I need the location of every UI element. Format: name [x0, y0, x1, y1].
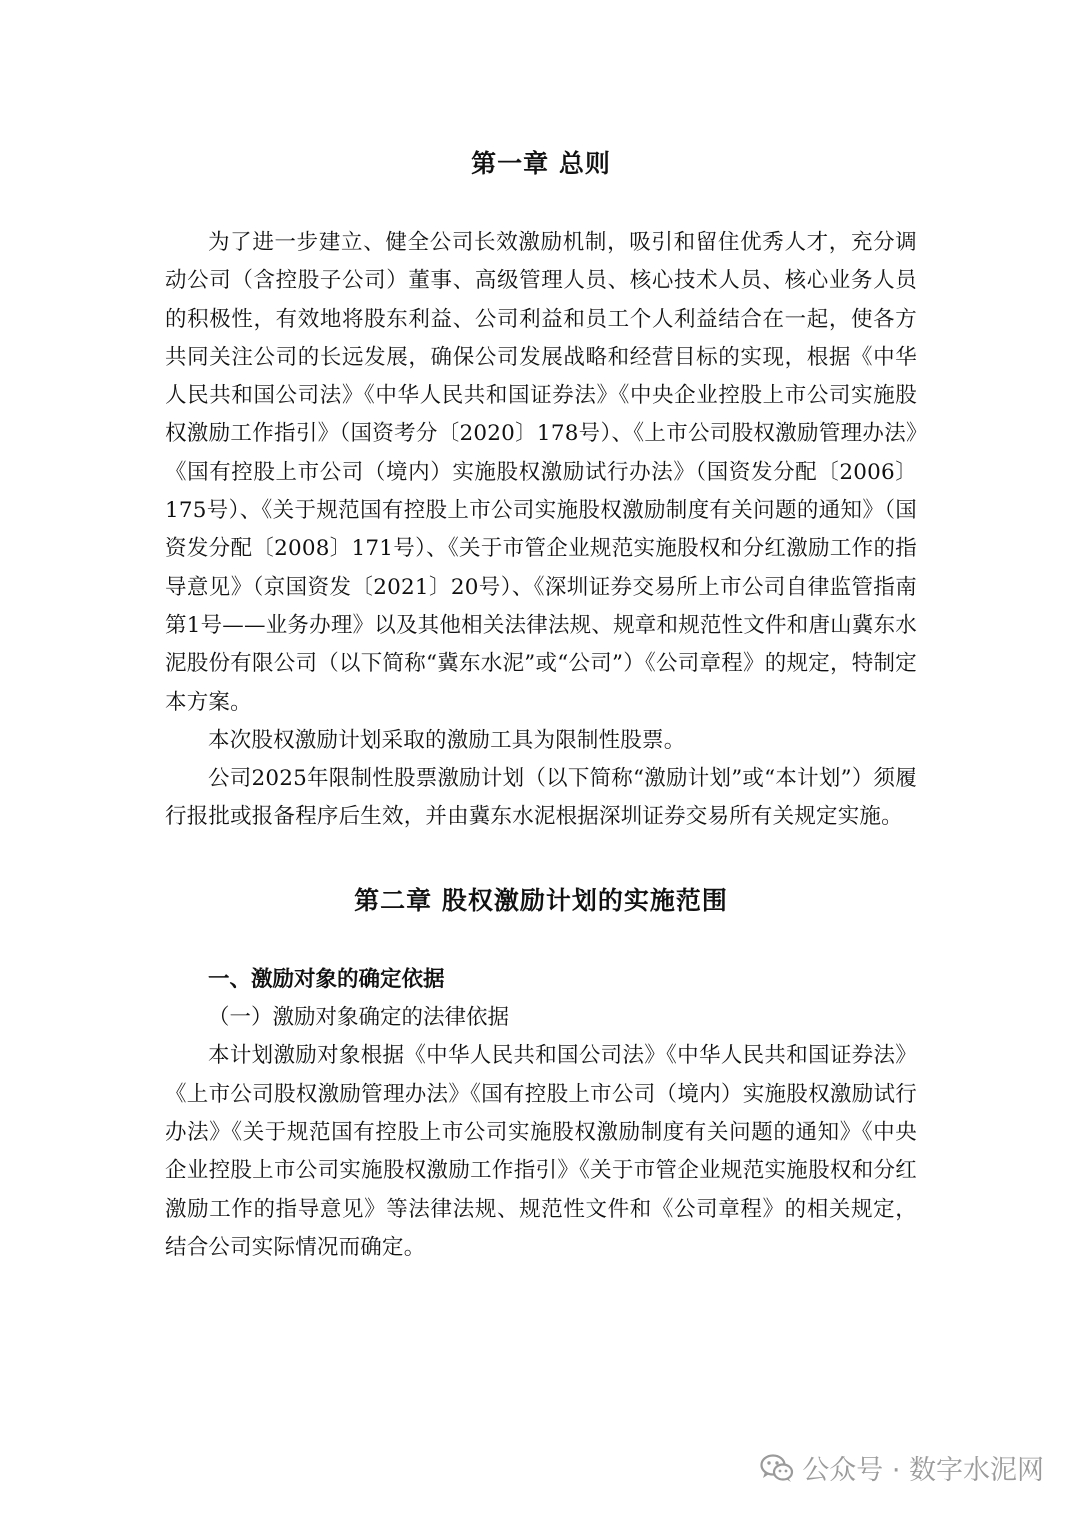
watermark	[760, 1448, 1044, 1487]
chapter-1-paragraph-3: 公司2025年限制性股票激励计划（以下简称“激励计划”或“本计划”）须履行报批或报备程序后生效，并由冀东水泥根据深圳证券交易所有关规定实施。	[165, 766, 917, 830]
wechat-icon	[760, 1453, 794, 1483]
chapter-1-title: 第一章 总则	[471, 149, 611, 178]
chapter-2-paragraph-1: 本计划激励对象根据《中华人民共和国公司法》《中华人民共和国证券法》《上市公司股权激励管理办法》《国有控股上市公司（境内）实施股权激励试行办法》《关于规范国有控股上市公司实施股权激励制度有关问题的通知》《中央企业控股上市公司实施股权激励工作指引》《关于市管企业规范实施股权和分红激励工作的指导意见》等法律法规、规范性文件和《公司章程》的相关规定，结合公司实际情况而确定。	[165, 1043, 917, 1260]
chapter-1-paragraph-1: 为了进一步建立、健全公司长效激励机制，吸引和留住优秀人才，充分调动公司（含控股子公司）董事、高级管理人员、核心技术人员、核心业务人员的积极性，有效地将股东利益、公司利益和员工个人利益结合在一起，使各方共同关注公司的长远发展，确保公司发展战略和经营目标的实现，根据《中华人民共和国公司法》《中华人民共和国证券法》《中央企业控股上市公司实施股权激励工作指引》（国资考分〔2020〕178号）、《上市公司股权激励管理办法》《国有控股上市公司（境内）实施股权激励试行办法》（国资发分配〔2006〕175号）、《关于规范国有控股上市公司实施股权激励制度有关问题的通知》（国资发分配〔2008〕171号）、《关于市管企业规范实施股权和分红激励工作的指导意见》（京国资发〔2021〕20号）、《深圳证券交易所上市公司自律监管指南第1号——业务办理》以及其他相关法律法规、规章和规范性文件和唐山冀东水泥股份有限公司（以下简称“冀东水泥”或“公司”）《公司章程》的规定，特制定本方案。	[165, 230, 917, 715]
section-1-heading: 一、激励对象的确定依据	[208, 966, 445, 992]
chapter-2-title: 第二章 股权激励计划的实施范围	[354, 885, 728, 915]
chapter-1-paragraph-2: 本次股权激励计划采取的激励工具为限制性股票。	[208, 727, 686, 753]
subsection-1-heading: （一）激励对象确定的法律依据	[208, 1005, 510, 1031]
watermark-text: 公众号 · 数字水泥网	[802, 1455, 1044, 1486]
document-content	[165, 138, 917, 1267]
